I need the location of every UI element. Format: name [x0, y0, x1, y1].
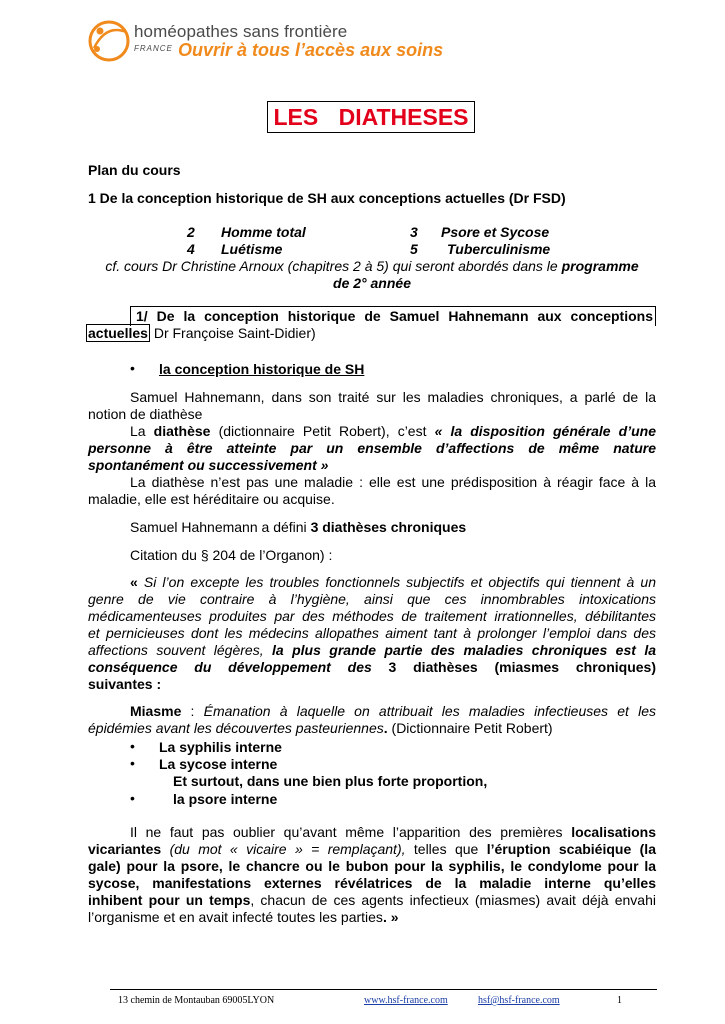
- plan-item-1: 1 De la conception historique de SH aux conceptions actuelles (Dr FSD): [88, 190, 566, 206]
- plan-item-2-num: 2: [187, 224, 195, 240]
- footer-email-link[interactable]: hsf@hsf-france.com: [478, 995, 560, 1006]
- p3: Citation du § 204 de l’Organon) :: [130, 547, 333, 563]
- section-heading-line2: actuelles Dr Françoise Saint-Didier): [88, 325, 316, 341]
- plan-heading: Plan du cours: [88, 162, 181, 178]
- plan-item-5-label: Tuberculinisme: [447, 241, 551, 257]
- p1-line6: La diathèse n’est pas une maladie : elle est une prédisposition à réagir face à la: [130, 474, 656, 490]
- list-item-psore: la psore interne: [173, 791, 278, 807]
- bullet-icon: •: [130, 790, 135, 806]
- list-item-syphilis: La syphilis interne: [159, 739, 282, 755]
- p4-line5: inhibent pour un temps, chacun de ces agents infectieux (miasmes) avait déjà envahi: [88, 892, 656, 908]
- brand-country: FRANCE: [134, 44, 173, 53]
- footer-website-link[interactable]: www.hsf-france.com: [364, 995, 448, 1006]
- bullet-icon: •: [130, 755, 135, 771]
- plan-item-3-label: Psore et Sycose: [441, 224, 550, 240]
- p1-line2: notion de diathèse: [88, 406, 203, 422]
- list-item-note: Et surtout, dans une bien plus forte proportion,: [173, 773, 488, 789]
- plan-item-2-label: Homme total: [221, 224, 306, 240]
- quote-line6: conséquence du développement des 3 diathèses (miasmes chroniques): [88, 659, 657, 675]
- p4-line4: sycose, manifestations externes révélatrices de la maladie interne qu’elles: [88, 875, 656, 891]
- page-number: 1: [617, 995, 622, 1006]
- list-item-sycose: La sycose interne: [159, 756, 278, 772]
- miasme-line2: épidémies avant les découvertes pasteuriennes. (Dictionnaire Petit Robert): [88, 720, 553, 736]
- hsf-logo-icon: [86, 18, 132, 64]
- quote-line7: suivantes :: [88, 676, 162, 692]
- quote-line4: et pernicieuses dont les médecins allopathes aiment tant à prolonger l’emploi dans des: [88, 625, 656, 641]
- plan-item-4-label: Luétisme: [221, 241, 283, 257]
- footer-address: 13 chemin de Montauban 69005LYON: [118, 995, 275, 1006]
- p1-line7: maladie, elle est héréditaire ou acquise.: [88, 491, 335, 507]
- plan-item-4-num: 4: [187, 241, 195, 257]
- p1-line5: spontanément ou successivement »: [88, 457, 329, 473]
- brand-tagline: Ouvrir à tous l’accès aux soins: [178, 40, 444, 60]
- p1-line1: Samuel Hahnemann, dans son traité sur les maladies chroniques, a parlé de la: [130, 389, 656, 405]
- p4-line3: gale) pour la psore, le chancre ou le bubon pour la syphilis, le condylome pour la: [88, 858, 656, 874]
- p1-line3: La diathèse (dictionnaire Petit Robert), c’est « la disposition générale d’une: [130, 423, 656, 439]
- section-heading-line1: 1/ De la conception historique de Samuel Hahnemann aux conceptions: [136, 308, 653, 324]
- footer-divider: [110, 989, 657, 990]
- brand-name: homéopathes sans frontière: [134, 22, 348, 41]
- quote-line5: affections souvent légères, la plus grande partie des maladies chroniques est la: [88, 642, 656, 658]
- quote-line2: genre de vie contraire à l’hygiène, ainsi que ces innombrables intoxications: [88, 591, 656, 607]
- plan-note: cf. cours Dr Christine Arnoux (chapitres 2 à 5) qui seront abordés dans le programme de 2° année: [105, 258, 639, 291]
- p2: Samuel Hahnemann a défini 3 diathèses chroniques: [130, 519, 467, 535]
- p1-line4: personne à être atteinte par un ensemble d’affections de même nature: [88, 440, 656, 456]
- miasme-line1: Miasme : Émanation à laquelle on attribuait les maladies infectieuses et les: [130, 703, 656, 719]
- quote-line3: médicamenteuses produites par des méthodes de traitement irrationnelles, débilitantes: [88, 608, 656, 624]
- page-title: LES DIATHESES: [267, 101, 475, 133]
- plan-item-5-num: 5: [410, 241, 418, 257]
- quote-line1: « Si l’on excepte les troubles fonctionnels subjectifs et objectifs qui tiennent à un: [130, 574, 656, 590]
- plan-item-3-num: 3: [410, 224, 418, 240]
- p4-line1: Il ne faut pas oublier qu’avant même l’apparition des premières localisations: [130, 824, 656, 840]
- p4-line2: vicariantes (du mot « vicaire » = remplaçant), telles que l’éruption scabiéique (la: [88, 841, 656, 857]
- p4-line6: l’organisme et en avait infecté toutes les parties. »: [88, 909, 399, 925]
- bullet-heading: la conception historique de SH: [159, 361, 365, 377]
- bullet-icon: •: [130, 360, 135, 376]
- bullet-icon: •: [130, 738, 135, 754]
